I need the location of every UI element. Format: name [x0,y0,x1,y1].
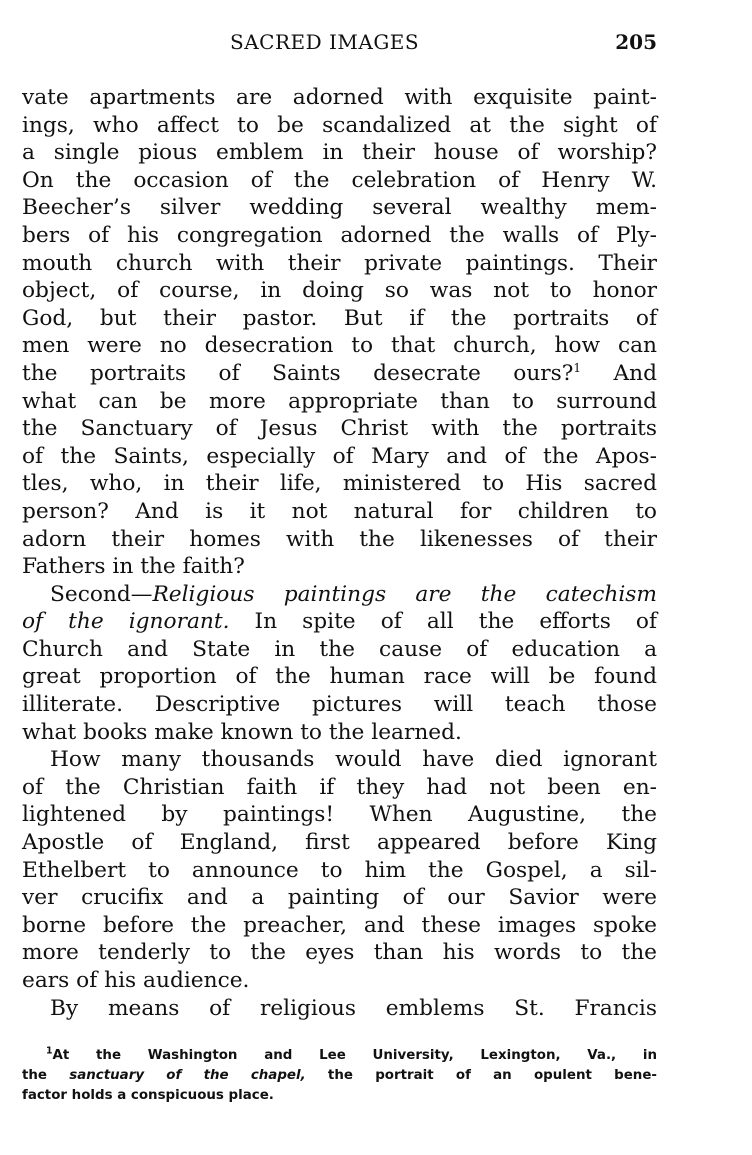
italic-segment: of the ignorant. [22,609,230,635]
text-line: ings, who affect to be scandalized at the sight of [22,112,657,138]
body-text [22,84,657,1022]
text-line: more tenderly to the eyes than his words to the [22,940,657,966]
footnote-reference[interactable]: 1 [573,360,582,375]
text-line: person? And is it not natural for children to [22,498,657,524]
footnote [22,1046,657,1106]
text-line: Fathers in the faith? [22,554,245,580]
text-line: God, but their pastor. But if the portraits of [22,305,657,331]
text-line: object, of course, in doing so was not to honor [22,278,657,304]
text-segment: the [22,1068,70,1083]
text-line: ears of his audience. [22,968,250,993]
text-line: of the Saints, especially of Mary and of the Apos- [22,443,657,469]
text-line: Beecher’s silver wedding several wealthy mem- [22,195,657,221]
text-line: a single pious emblem in their house of worship? [22,140,657,166]
text-segment: In spite of all the efforts of [229,609,657,635]
text-line: mouth church with their private paintings. Their [22,250,657,276]
footnote-line [22,1066,657,1086]
text-line: borne before the preacher, and these images spoke [22,912,657,938]
text-line: what books make known to the learned. [22,719,462,745]
text-line: the Sanctuary of Jesus Christ with the portraits [22,416,657,442]
text-line: men were no desecration to that church, how can [22,333,657,359]
italic-segment: sanctuary of the chapel, [69,1068,306,1083]
footnote-marker: 1 [46,1045,53,1057]
text-line: lightened by paintings! When Augustine, the [22,802,657,828]
text-line-with-note [22,360,657,388]
page-number: 205 [615,30,657,54]
text-line: Apostle of England, first appeared before King [22,830,657,856]
text-line: bers of his congregation adorned the walls of Ply- [22,222,657,248]
footnote-line: factor holds a conspicuous place. [22,1088,274,1103]
text-line: Ethelbert to announce to him the Gospel, a sil- [22,857,657,883]
text-line: adorn their homes with the likenesses of their [22,526,657,552]
page-header [22,30,657,56]
text-segment: Second— [50,581,153,607]
text-line: How many thousands would have died ignorant [50,747,657,773]
text-line: of the Christian faith if they had not been en- [22,774,657,800]
text-line: ver crucifix and a painting of our Savior were [22,885,657,911]
text-line [22,581,657,609]
text-segment: And [581,360,657,386]
text-line: By means of religious emblems St. Francis [50,995,657,1021]
text-line: vate apartments are adorned with exquisite paint- [22,85,657,110]
text-line: On the occasion of the celebration of Henry W. [22,167,657,193]
italic-segment: Religious paintings are the catechism [152,581,657,607]
text-segment: At the Washington and Lee University, Lexington, Va., in [52,1048,657,1063]
text-line: Church and State in the cause of education a [22,636,657,662]
text-line: tles, who, in their life, ministered to His sacred [22,471,657,497]
text-segment: the portrait of an opulent bene- [305,1068,657,1083]
text-line: illiterate. Descriptive pictures will teach those [22,692,657,718]
running-head: SACRED IMAGES [230,30,420,54]
footnote-line [22,1046,657,1066]
text-line: what can be more appropriate than to surround [22,388,657,414]
text-line [22,608,657,636]
text-segment: the portraits of Saints desecrate ours? [22,360,574,386]
text-line: great proportion of the human race will be found [22,664,657,690]
